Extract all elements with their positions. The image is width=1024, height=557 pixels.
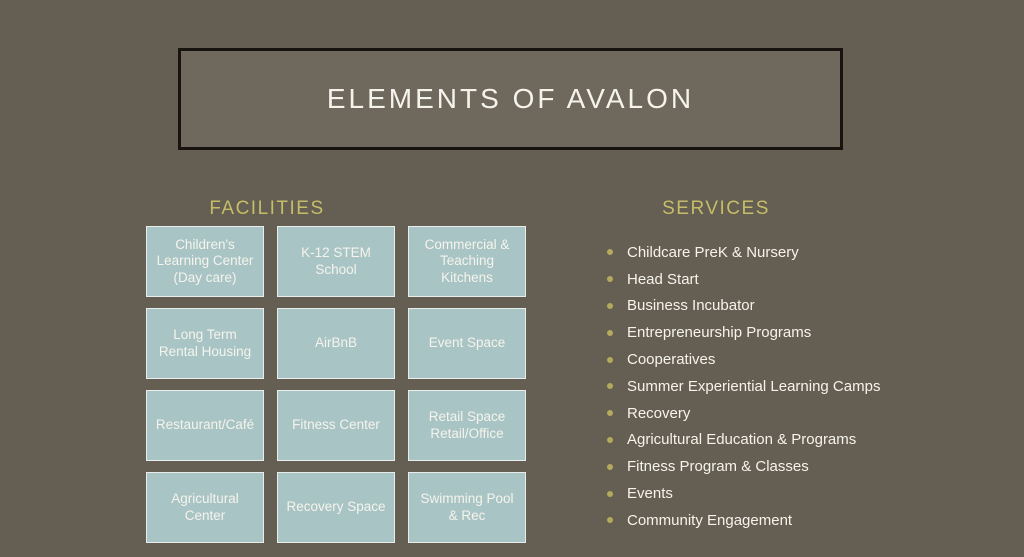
bullet-icon — [607, 517, 613, 523]
list-item — [605, 453, 880, 480]
service-label: Cooperatives — [627, 351, 716, 369]
facility-box-airbnb: AirBnB — [277, 308, 395, 379]
facility-box-swimming-pool-rec: Swimming Pool & Rec — [408, 472, 526, 543]
service-label: Fitness Program & Classes — [627, 458, 809, 476]
service-label: Community Engagement — [627, 511, 793, 529]
bullet-icon — [607, 357, 613, 363]
facilities-grid — [146, 226, 526, 543]
service-label: Events — [627, 485, 673, 503]
slide-title: ELEMENTS OF AVALON — [326, 83, 695, 114]
list-item — [605, 507, 880, 534]
list-item — [605, 373, 880, 400]
facility-box-fitness-center: Fitness Center — [277, 390, 395, 461]
facility-box-event-space: Event Space — [408, 308, 526, 379]
bullet-icon — [607, 330, 613, 336]
bullet-icon — [607, 249, 613, 255]
list-item — [605, 293, 880, 320]
list-item — [605, 319, 880, 346]
service-label: Agricultural Education & Programs — [627, 431, 857, 449]
list-item — [605, 266, 880, 293]
services-heading: SERVICES — [662, 198, 770, 219]
facility-box-recovery-space: Recovery Space — [277, 472, 395, 543]
bullet-icon — [607, 410, 613, 416]
facility-box-restaurant-cafe: Restaurant/Café — [146, 390, 264, 461]
service-label: Recovery — [627, 404, 691, 422]
facilities-heading: FACILITIES — [209, 198, 325, 219]
services-list — [605, 239, 880, 534]
list-item — [605, 480, 880, 507]
facility-box-retail-space: Retail Space Retail/Office — [408, 390, 526, 461]
list-item — [605, 239, 880, 266]
bullet-icon — [607, 464, 613, 470]
list-item — [605, 346, 880, 373]
facility-box-childrens-learning-center: Children's Learning Center (Day care) — [146, 226, 264, 297]
facility-box-long-term-rental-housing: Long Term Rental Housing — [146, 308, 264, 379]
service-label: Childcare PreK & Nursery — [627, 243, 799, 261]
service-label: Summer Experiential Learning Camps — [627, 377, 881, 395]
bullet-icon — [607, 437, 613, 443]
service-label: Business Incubator — [627, 297, 755, 315]
bullet-icon — [607, 383, 613, 389]
bullet-icon — [607, 276, 613, 282]
bullet-icon — [607, 303, 613, 309]
facility-box-k12-stem-school: K-12 STEM School — [277, 226, 395, 297]
service-label: Head Start — [627, 270, 699, 288]
list-item — [605, 427, 880, 454]
service-label: Entrepreneurship Programs — [627, 324, 812, 342]
slide-title-box — [178, 48, 843, 150]
facility-box-agricultural-center: Agricultural Center — [146, 472, 264, 543]
facility-box-commercial-teaching-kitchens: Commercial & Teaching Kitchens — [408, 226, 526, 297]
bullet-icon — [607, 491, 613, 497]
list-item — [605, 400, 880, 427]
